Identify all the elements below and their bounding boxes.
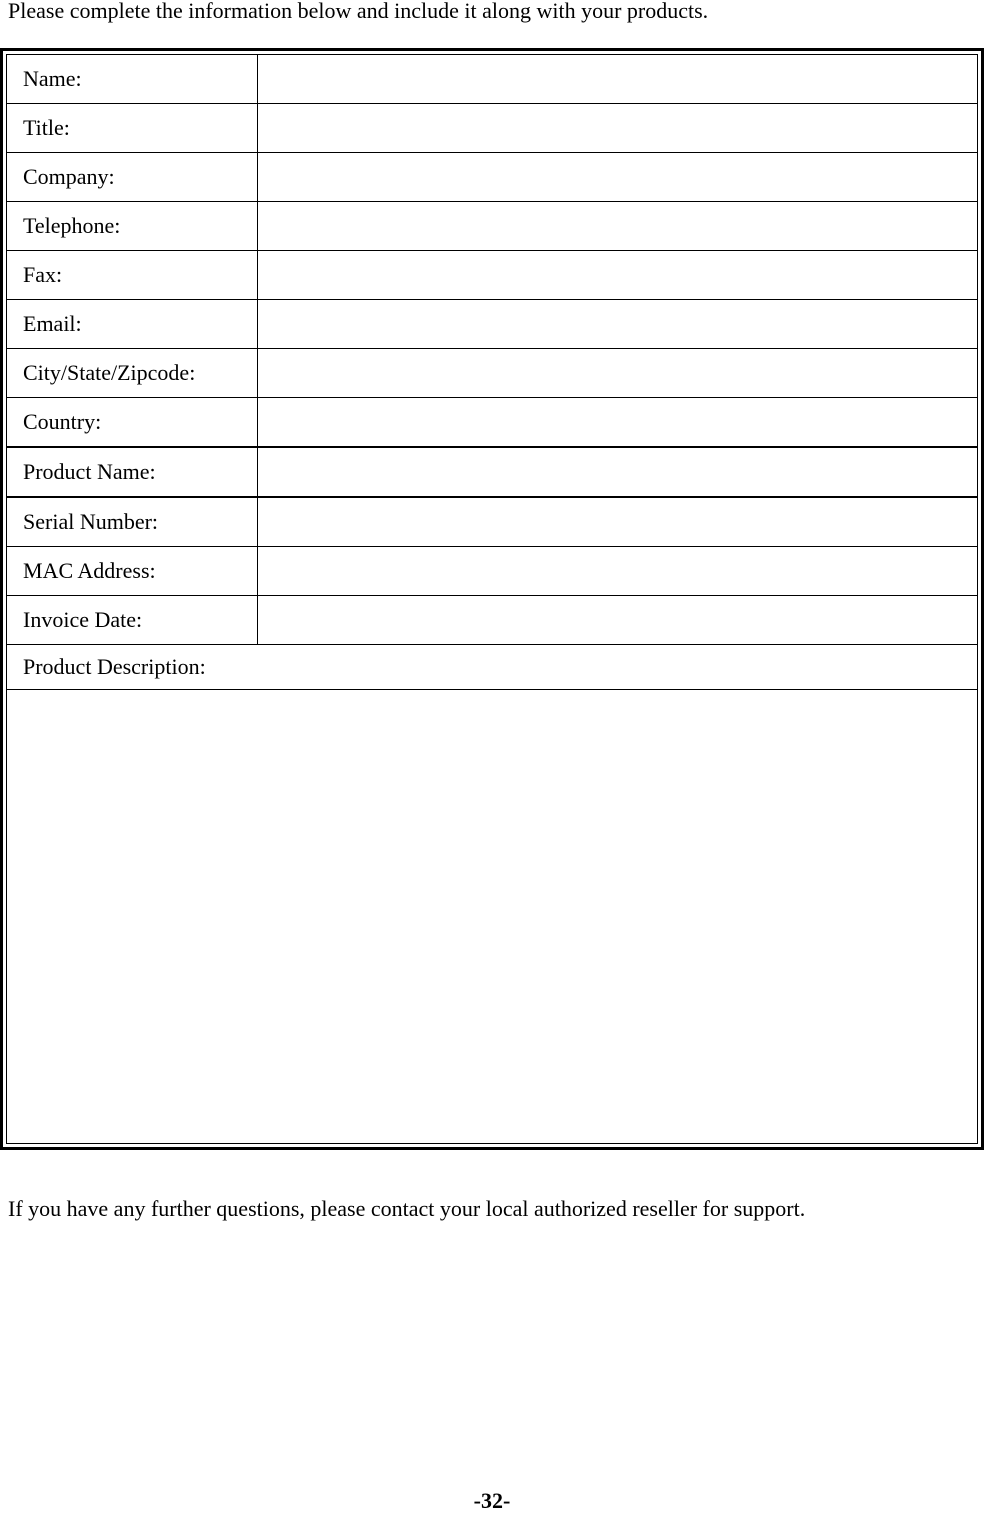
field-label-invoice-date: Invoice Date: [23,607,143,632]
field-label-country: Country: [23,409,102,434]
field-label-serial-number: Serial Number: [23,509,159,534]
field-label-company: Company: [23,164,115,189]
field-label-cell [7,398,258,448]
page-number: -32- [473,1488,511,1513]
city-state-zipcode-field[interactable] [258,349,978,398]
serial-number-field[interactable] [258,497,978,547]
mac-address-field[interactable] [258,547,978,596]
product-name-field[interactable] [258,447,978,497]
field-label-telephone: Telephone: [23,213,121,238]
support-note: If you have any further questions, please contact your local authorized reseller for support. [8,1196,806,1221]
field-label-cell [7,153,258,202]
field-label-cell [7,547,258,596]
form-row-title [7,104,977,153]
field-label-cell [7,596,258,645]
form-row-email [7,300,977,349]
field-label-product-name: Product Name: [23,459,156,484]
email-field[interactable] [258,300,978,349]
form-row-country [7,398,977,448]
invoice-date-field[interactable] [258,596,978,645]
fax-field[interactable] [258,251,978,300]
field-label-city-state-zipcode: City/State/Zipcode: [23,360,196,385]
form-fields-table [7,55,977,645]
company-field[interactable] [258,153,978,202]
form-row-mac-address [7,547,977,596]
field-label-name: Name: [23,66,82,91]
form-row-company [7,153,977,202]
country-field[interactable] [258,398,978,448]
field-label-cell [7,497,258,547]
form-row-product-name [7,447,977,497]
field-label-cell [7,55,258,104]
name-field[interactable] [258,55,978,104]
field-label-cell [7,251,258,300]
field-label-email: Email: [23,311,82,336]
product-description-label: Product Description: [7,645,977,690]
field-label-cell [7,202,258,251]
field-label-cell [7,104,258,153]
field-label-cell [7,447,258,497]
telephone-field[interactable] [258,202,978,251]
form-inner-border [6,54,978,1144]
form-row-serial-number [7,497,977,547]
title-field[interactable] [258,104,978,153]
field-label-cell [7,300,258,349]
form-row-fax [7,251,977,300]
field-label-title: Title: [23,115,70,140]
form-row-telephone [7,202,977,251]
intro-text: Please complete the information below and include it along with your products. [8,0,709,23]
form-row-name [7,55,977,104]
field-label-fax: Fax: [23,262,63,287]
product-description-field[interactable] [7,690,977,1140]
registration-form [0,48,984,1150]
form-row-city-state-zipcode [7,349,977,398]
field-label-mac-address: MAC Address: [23,558,156,583]
form-row-invoice-date [7,596,977,645]
field-label-cell [7,349,258,398]
